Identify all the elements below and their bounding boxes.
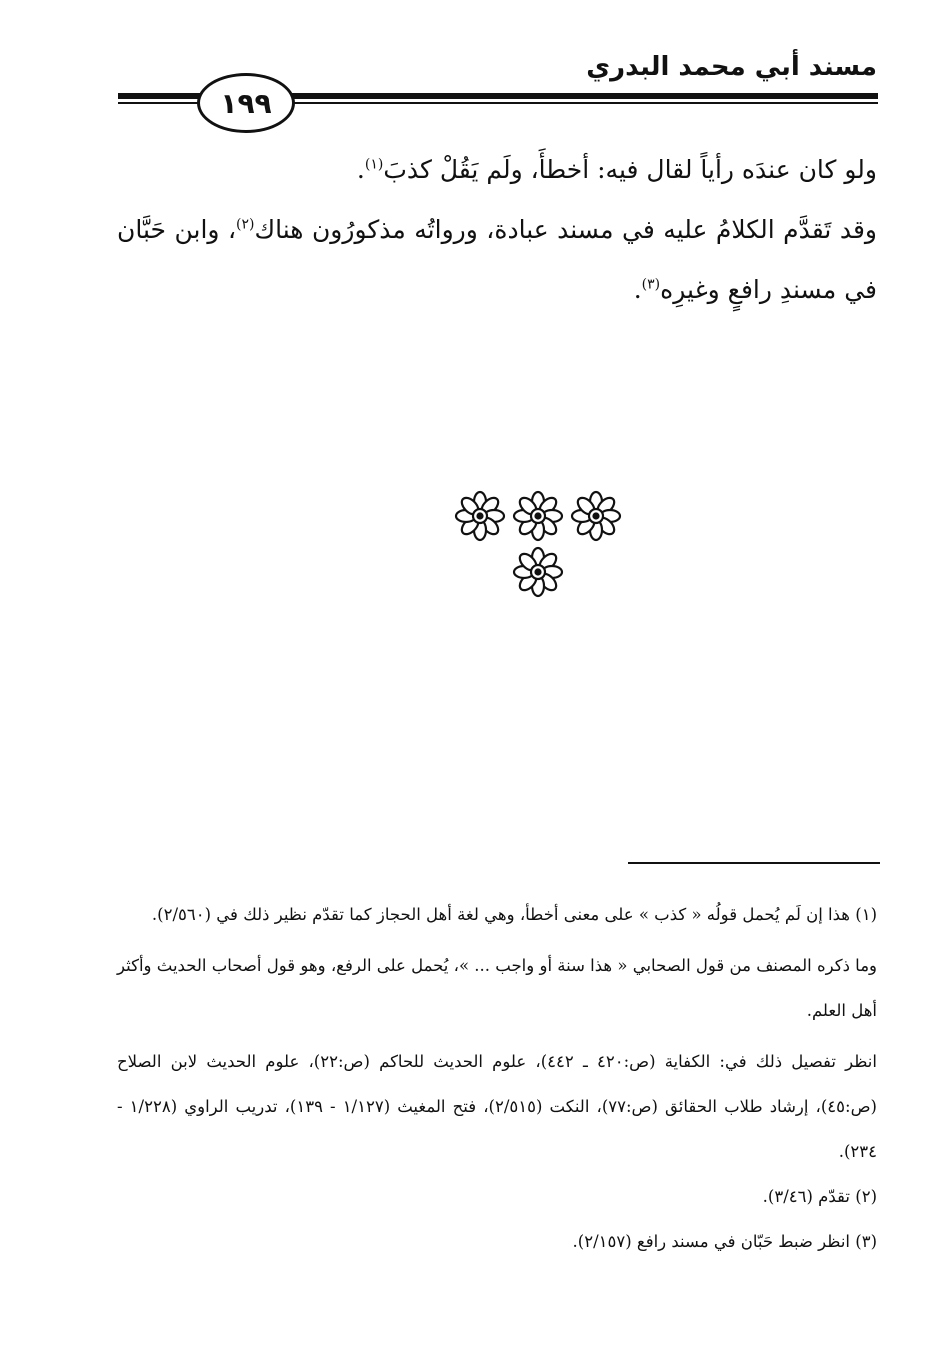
footnote-1-part-2: وما ذكره المصنف من قول الصحابي « هذا سنة أو واجب ... »، يُحمل على الرفع، وهو قول أصحاب الحديث وأكثر أهل العلم.: [117, 956, 877, 1020]
paragraph-2-text-a: وقد تَقدَّم الكلامُ عليه في مسند عبادة، ورواتُه مذكورُون هناك: [254, 215, 877, 244]
ornament-row-1: [126, 490, 949, 542]
paragraph-2: [117, 200, 877, 320]
footnotes: [117, 892, 877, 1264]
paragraph-1: [117, 140, 877, 200]
paragraph-1-end: .: [356, 155, 365, 184]
footnote-3: (٣) انظر ضبط حَبّان في مسند رافع (٢/١٥٧).: [572, 1232, 877, 1251]
ornament-row-2: [126, 546, 949, 598]
main-text: [117, 140, 877, 320]
footnote-1-part-3: انظر تفصيل ذلك في: الكفاية (ص:٤٢٠ ـ ٤٤٢)، علوم الحديث للحاكم (ص:٢٢)، علوم الحديث لابن الصلاح (ص:٤٥)، إرشاد طلاب الحقائق (ص:٧٧)، النكت (٢/٥١٥)، فتح المغيث (١/١٢٧ - ١٣٩)، تدريب الراوي (١/٢٢٨ - ٢٣٤).: [117, 1052, 877, 1161]
paragraph-2-end: .: [633, 275, 642, 304]
flower-ornament-icon: [454, 490, 506, 542]
page-number: ١٩٩: [220, 86, 272, 120]
flower-ornament-icon: [512, 490, 564, 542]
page-number-badge: [197, 73, 295, 133]
footnote-ref-1: (١): [364, 156, 384, 173]
running-title: مسند أبي محمد البدري: [586, 52, 877, 82]
flower-ornament-icon: [512, 546, 564, 598]
flower-ornament-icon: [570, 490, 622, 542]
paragraph-1-text: ولو كان عندَه رأياً لقال فيه: أخطأَ، ولَم يَقُلْ كذبَ: [383, 155, 877, 184]
section-divider-ornaments: [0, 490, 949, 598]
footnote-ref-3: (٣): [641, 276, 661, 293]
footnote-separator: [628, 862, 880, 864]
paragraph-2-text-b: ، وابن حَبَّان في مسندِ رافعٍ وغيرِه: [117, 215, 877, 304]
footnote-ref-2: (٢): [236, 216, 255, 233]
footnote-1-part-1: (١) هذا إن لَم يُحمل قولُه « كذب » على معنى أخطأ، وهي لغة أهل الحجاز كما تقدّم نظير ذلك في (٢/٥٦٠).: [151, 905, 877, 924]
footnote-2: (٢) تقدّم (٣/٤٦).: [762, 1187, 877, 1206]
